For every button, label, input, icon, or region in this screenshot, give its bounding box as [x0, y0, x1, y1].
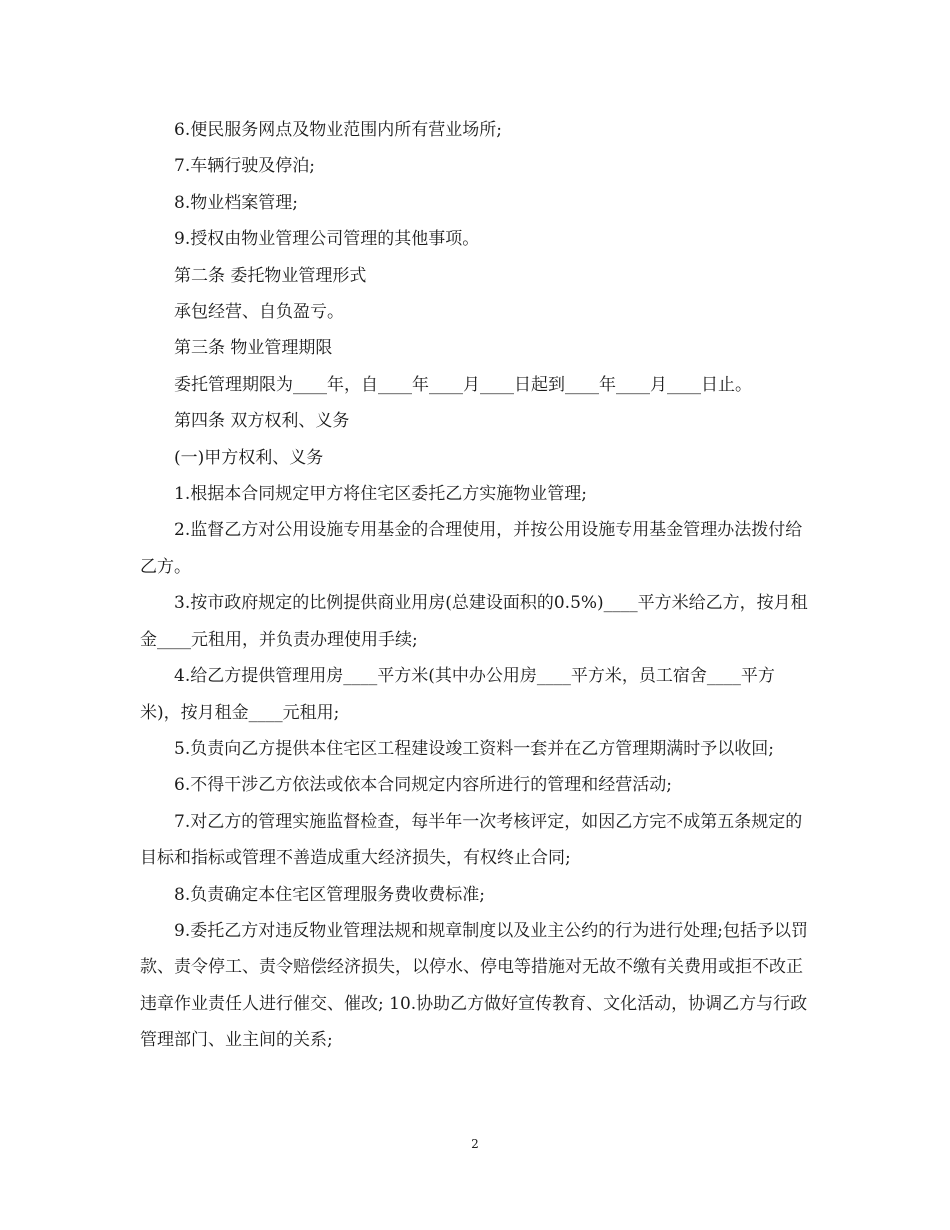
- party-a-item-2: 2.监督乙方对公用设施专用基金的合理使用，并按公用设施专用基金管理办法拨付给乙方。: [140, 520, 803, 577]
- party-a-item-7: 7.对乙方的管理实施监督检查，每半年一次考核评定，如因乙方完不成第五条规定的目标和指标或管理不善造成重大经济损失，有权终止合同;: [140, 811, 803, 869]
- paragraph-item-8-archives: 8.物业档案管理;: [174, 192, 298, 213]
- paragraph-item-6-service-outlets: 6.便民服务网点及物业范围内所有营业场所;: [174, 120, 502, 140]
- article-3-heading: 第三条 物业管理期限: [174, 338, 333, 359]
- party-a-item-1: 1.根据本合同规定甲方将住宅区委托乙方实施物业管理;: [174, 484, 587, 505]
- party-a-item-9-10: 9.委托乙方对违反物业管理法规和规章制度以及业主公约的行为进行处理;包括予以罚款、责令停工、责令赔偿经济损失，以停水、停电等措施对无故不缴有关费用或拒不改正违章作业责任人进行催交、催改; 10.协助乙方做好宣传教育、文化活动，协调乙方与行政管理部门、业主间的关系;: [140, 920, 808, 1051]
- party-a-item-3: 3.按市政府规定的比例提供商业用房(总建设面积的0.5%)____平方米给乙方，按月租金____元租用，并负责办理使用手续;: [140, 593, 808, 650]
- party-a-item-8: 8.负责确定本住宅区管理服务费收费标准;: [174, 884, 485, 905]
- party-a-item-5: 5.负责向乙方提供本住宅区工程建设竣工资料一套并在乙方管理期满时予以收回;: [174, 738, 774, 759]
- paragraph-item-9-other-matters: 9.授权由物业管理公司管理的其他事项。: [174, 229, 480, 250]
- party-a-item-6: 6.不得干涉乙方依法或依本合同规定内容所进行的管理和经营活动;: [174, 775, 672, 796]
- paragraph-item-7-vehicles: 7.车辆行驶及停泊;: [174, 156, 315, 177]
- article-2-heading: 第二条 委托物业管理形式: [174, 265, 367, 286]
- article-3-body: 委托管理期限为____年，自____年____月____日起到____年____月____日止。: [174, 374, 752, 395]
- article-2-body: 承包经营、自负盈亏。: [174, 302, 344, 323]
- document-body: [140, 112, 812, 1059]
- section-party-a-heading: (一)甲方权利、义务: [174, 447, 324, 468]
- article-4-heading: 第四条 双方权利、义务: [174, 411, 350, 432]
- page-number: 2: [471, 1137, 479, 1151]
- party-a-item-4: 4.给乙方提供管理用房____平方米(其中办公用房____平方米，员工宿舍____平方米)，按月租金____元租用;: [140, 666, 775, 723]
